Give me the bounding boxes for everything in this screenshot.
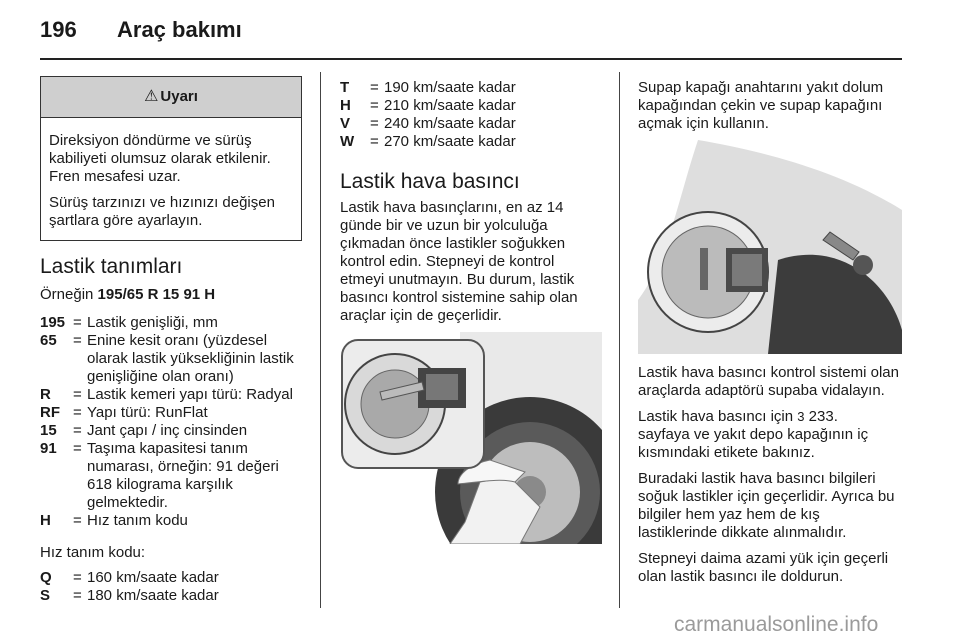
speed-code-eq: =	[370, 133, 379, 150]
speed-code-row	[340, 133, 602, 151]
designation-eq: =	[73, 440, 82, 457]
instruction-paragraph: Lastik hava basıncı kontrol sistemi olan araçlarda adaptörü supaba vidalayın.	[638, 364, 899, 399]
designation-row	[40, 422, 302, 440]
page-number: 196	[40, 17, 77, 42]
speed-code-eq: =	[370, 115, 379, 132]
warning-header	[41, 77, 301, 118]
instruction-paragraph: Supap kapağı anahtarını yakıt dolum kapağından çekin ve supap kapağını açmak için kullanın.	[638, 79, 884, 132]
designation-eq: =	[73, 332, 82, 349]
speed-code-value: 190 km/saate kadar	[384, 79, 516, 96]
speed-code-row	[40, 587, 302, 605]
warning-box	[40, 76, 302, 241]
speed-code-eq: =	[370, 97, 379, 114]
designation-eq: =	[73, 314, 82, 331]
speed-code-value: 240 km/saate kadar	[384, 115, 516, 132]
cross-reference-page: 233.	[804, 408, 838, 425]
designation-key: 65	[40, 332, 57, 349]
warning-paragraph: Direksiyon döndürme ve sürüş kabiliyeti olumsuz olarak etkilenir. Fren mesafesi uzar.	[49, 132, 271, 185]
designation-value: Hız tanım kodu	[87, 512, 188, 529]
speed-code-list	[340, 79, 602, 151]
speed-code-eq: =	[73, 569, 82, 586]
speed-code-row	[340, 115, 602, 133]
warning-title: Uyarı	[160, 88, 198, 105]
designation-row	[40, 386, 302, 404]
designation-row	[40, 440, 302, 512]
instruction-paragraph	[638, 408, 902, 462]
designation-value: Yapı türü: RunFlat	[87, 404, 208, 421]
speed-code-value: 180 km/saate kadar	[87, 587, 219, 604]
designation-key: 15	[40, 422, 57, 439]
designation-key: 91	[40, 440, 57, 457]
speed-code-key: H	[340, 97, 351, 114]
speed-code-eq: =	[370, 79, 379, 96]
column-middle	[340, 79, 602, 325]
section-heading-tire-pressure: Lastik hava basıncı	[340, 170, 520, 193]
speed-code-row	[340, 79, 602, 97]
speed-code-key: W	[340, 133, 355, 150]
example-prefix: Örneğin	[40, 286, 98, 303]
column-right	[638, 79, 902, 133]
designation-value: Lastik genişliği, mm	[87, 314, 218, 331]
designation-value: Lastik kemeri yapı türü: Radyal	[87, 386, 293, 403]
warning-body	[41, 118, 301, 240]
speed-code-value: 210 km/saate kadar	[384, 97, 516, 114]
instruction-paragraph: Stepneyi daima azami yük için geçerli olan lastik basıncı ile doldurun.	[638, 550, 889, 585]
designation-row	[40, 512, 302, 530]
speed-code-label: Hız tanım kodu:	[40, 544, 146, 561]
speed-code-key: S	[40, 587, 51, 604]
header-rule	[40, 58, 902, 60]
speed-code-key: T	[340, 79, 350, 96]
warning-paragraph: Sürüş tarzınızı ve hızınızı değişen şartlara göre ayarlayın.	[49, 194, 275, 229]
designation-key: H	[40, 512, 51, 529]
section-heading-tire-designations: Lastik tanımları	[40, 255, 183, 278]
speed-code-value: 270 km/saate kadar	[384, 133, 516, 150]
illustration-adapter-valve	[638, 140, 902, 354]
speed-code-eq: =	[73, 587, 82, 604]
tire-example	[40, 286, 302, 304]
designation-key: 195	[40, 314, 66, 331]
page-title: Araç bakımı	[117, 17, 242, 42]
tire-pressure-text: Lastik hava basınçlarını, en az 14 günde bir ve uzun bir yolculuğa çıkmadan önce lastikler soğukken kontrol edin. Stepneyi de kontrol etmeyi unutmayın. Bu durum, lastik basıncı kontrol sistemine sahip olan araçlar için de geçerlidir.	[340, 199, 578, 324]
designation-eq: =	[73, 512, 82, 529]
illustration-valve-cap-key	[340, 332, 602, 544]
designation-key: RF	[40, 404, 60, 421]
column-divider	[320, 72, 321, 608]
instruction-paragraph: Buradaki lastik hava basıncı bilgileri soğuk lastikler için geçerlidir. Ayrıca bu bilgiler hem yaz hem de kış lastiklerinde dikkate alınmalıdır.	[638, 470, 895, 541]
designation-row	[40, 332, 302, 386]
designation-key: R	[40, 386, 51, 403]
column-left	[40, 72, 302, 605]
speed-code-row	[340, 97, 602, 115]
designation-eq: =	[73, 386, 82, 403]
column-divider	[619, 72, 620, 608]
designation-eq: =	[73, 404, 82, 421]
designation-row	[40, 314, 302, 332]
example-code: 195/65 R 15 91 H	[97, 286, 216, 303]
designation-value: Taşıma kapasitesi tanım numarası, örneğin: 91 değeri 618 kilograma karşılık gelmektedir.	[87, 440, 279, 511]
cross-reference-text: sayfaya ve yakıt depo kapağının iç kısmındaki etikete bakınız.	[638, 426, 869, 461]
warning-icon: ⚠	[144, 88, 159, 105]
speed-code-list	[40, 569, 302, 605]
speed-code-value: 160 km/saate kadar	[87, 569, 219, 586]
designation-list	[40, 314, 302, 530]
designation-value: Jant çapı / inç cinsinden	[87, 422, 248, 439]
speed-code-row	[40, 569, 302, 587]
cross-reference-prefix: Lastik hava basıncı için	[638, 408, 798, 425]
designation-row	[40, 404, 302, 422]
speed-code-key: V	[340, 115, 351, 132]
speed-code-key: Q	[40, 569, 52, 586]
column-right-lower	[638, 364, 902, 594]
designation-value: Enine kesit oranı (yüzdesel olarak lastik yüksekliğinin lastik genişliğine olan oranı)	[87, 332, 294, 385]
designation-eq: =	[73, 422, 82, 439]
page-reference-arrow-icon: 3	[797, 409, 805, 424]
watermark: carmanualsonline.info	[674, 613, 879, 636]
